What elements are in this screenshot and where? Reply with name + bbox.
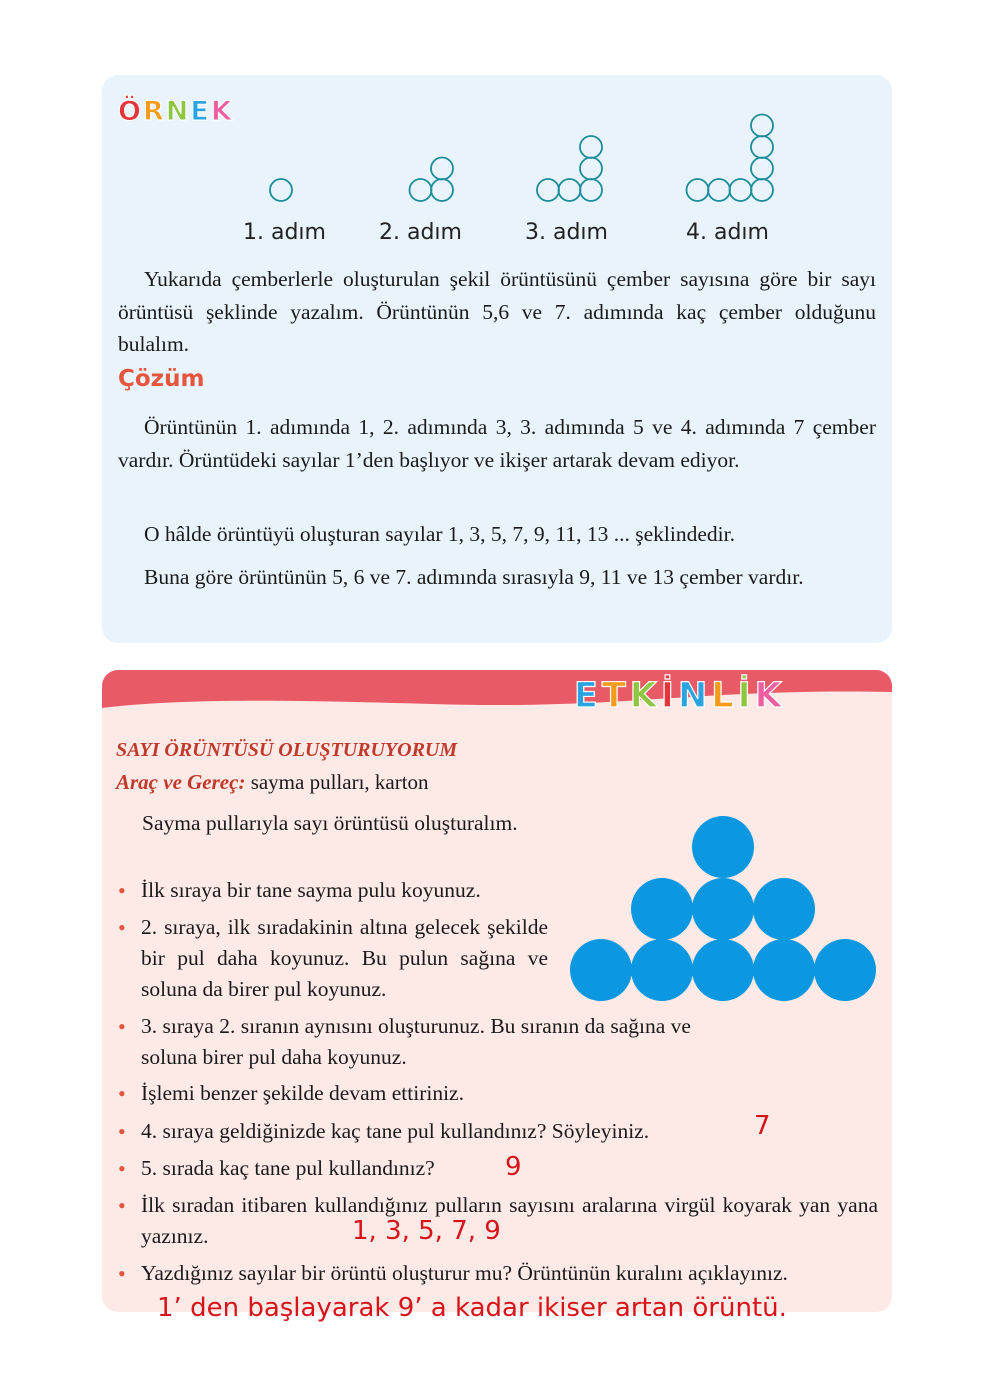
counter-row3-3 <box>692 939 754 1001</box>
answer-sequence: 1, 3, 5, 7, 9 <box>352 1216 501 1246</box>
activity-title-letter-8: K <box>754 676 786 716</box>
activity-title-letter-7: İ <box>737 676 755 716</box>
example-title-letter-2: R <box>142 96 166 127</box>
example-title-letter-4: E <box>190 96 211 127</box>
activity-intro: Sayma pullarıyla sayı örüntüsü oluşturalım. <box>142 811 518 835</box>
activity-title-letter-2: T <box>601 676 630 716</box>
activity-title-letter-6: L <box>711 676 738 716</box>
bullet-8: • Yazdığınız sayılar bir örüntü oluşturur mu? Örüntünün kuralını açıklayınız. <box>116 1258 881 1289</box>
bullet-2: • 2. sıraya, ilk sıradakinin altına gelecek şekilde bir pul daha koyunuz. Bu pulun sağına ve soluna da birer pul koyunuz. <box>116 912 548 1005</box>
bullet-6: • 5. sırada kaç tane pul kullandınız? <box>116 1153 881 1184</box>
activity-title-letter-5: N <box>677 676 712 716</box>
example-title-letter-5: K <box>210 96 234 127</box>
activity-subtitle: SAYI ÖRÜNTÜSÜ OLUŞTURUYORUM <box>116 739 458 761</box>
bullet-3: • 3. sıraya 2. sıranın aynısını oluşturunuz. Bu sıranın da sağına ve soluna birer pul daha koyunuz. <box>116 1011 711 1073</box>
example-question: Yukarıda çemberlerle oluşturulan şekil örüntüsünü çember sayısına göre bir sayı örüntüsü şeklinde yazalım. Örüntünün 5,6 ve 7. adımında kaç çember olduğunu bulalım. <box>118 267 876 356</box>
activity-title-letter-3: K <box>629 676 661 716</box>
example-title-letter-1: Ö <box>118 96 143 127</box>
counter-row3-1 <box>570 939 632 1001</box>
materials-label: Araç ve Gereç: <box>116 770 246 794</box>
counter-row2-3 <box>753 878 815 940</box>
bullet-1: • İlk sıraya bir tane sayma pulu koyunuz. <box>116 875 571 906</box>
counter-row3-5 <box>814 939 876 1001</box>
example-title-letter-3: N <box>165 96 191 127</box>
step-label-1: 1. adım <box>243 220 326 245</box>
bullet-5: • 4. sıraya geldiğinizde kaç tane pul kullandınız? Söyleyiniz. <box>116 1116 881 1147</box>
answer-rule: 1’ den başlayarak 9’ a kadar ikiser artan örüntü. <box>157 1293 787 1323</box>
solution-paragraph-1: Örüntünün 1. adımında 1, 2. adımında 3, 3. adımında 5 ve 4. adımında 7 çember vardır. Örüntüdeki sayılar 1’den başlıyor ve ikişer artarak devam ediyor. <box>118 415 876 472</box>
counter-row2-2 <box>692 878 754 940</box>
activity-title-letter-1: E <box>574 676 602 716</box>
solution-paragraph-2: O hâlde örüntüyü oluşturan sayılar 1, 3, 5, 7, 9, 11, 13 ... şeklindedir. <box>144 522 735 546</box>
counter-row3-2 <box>631 939 693 1001</box>
answer-q5: 9 <box>505 1152 522 1182</box>
materials-value: sayma pulları, karton <box>245 770 429 794</box>
bullet-7: • İlk sıradan itibaren kullandığınız pulların sayısını aralarına virgül koyarak yan yana yazınız. <box>116 1190 878 1252</box>
step-label-4: 4. adım <box>686 220 769 245</box>
activity-title-letter-4: İ <box>660 676 678 716</box>
counter-row1-1 <box>692 816 754 878</box>
counter-row2-1 <box>631 878 693 940</box>
bullet-4: • İşlemi benzer şekilde devam ettiriniz. <box>116 1078 881 1109</box>
step-label-2: 2. adım <box>379 220 462 245</box>
counter-row3-4 <box>753 939 815 1001</box>
solution-heading: Çözüm <box>118 366 205 392</box>
step-label-3: 3. adım <box>525 220 608 245</box>
solution-paragraph-3: Buna göre örüntünün 5, 6 ve 7. adımında sırasıyla 9, 11 ve 13 çember vardır. <box>144 565 804 589</box>
answer-q4: 7 <box>754 1111 771 1141</box>
